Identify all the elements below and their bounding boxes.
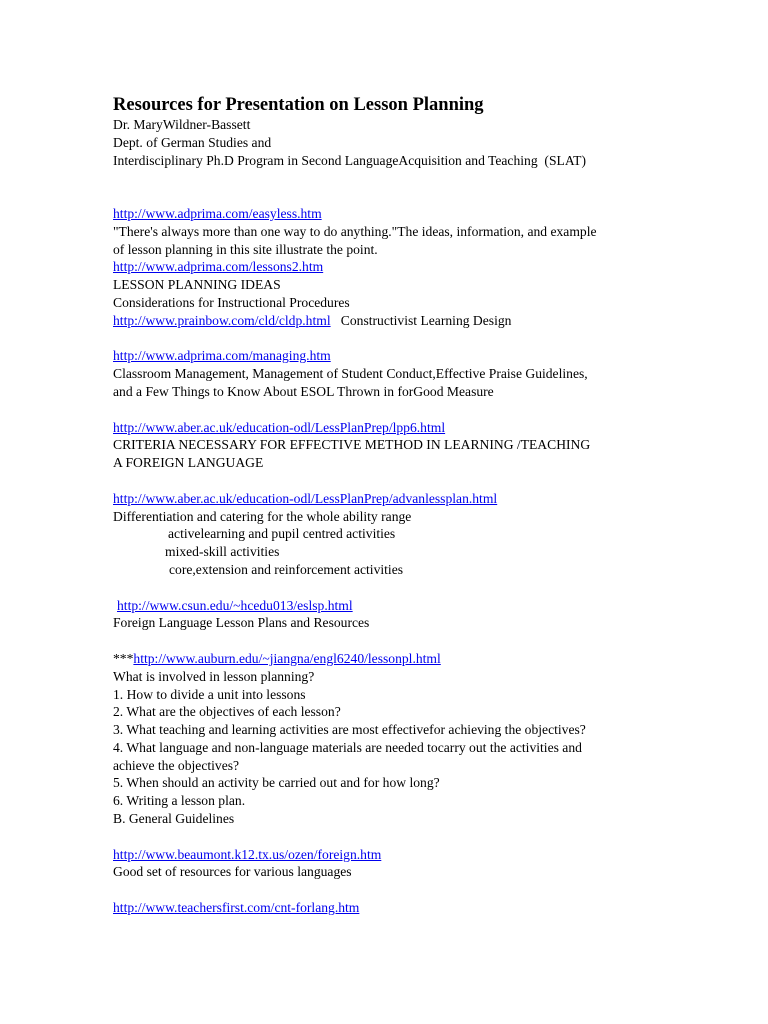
resource-description: Differentiation and catering for the whole ability range (113, 508, 412, 524)
link-adprima-managing[interactable]: http://www.adprima.com/managing.htm (113, 348, 331, 364)
list-item: 2. What are the objectives of each lesson? (113, 704, 341, 720)
resource-subitem: mixed-skill activities (165, 544, 280, 560)
resource-description: CRITERIA NECESSARY FOR EFFECTIVE METHOD IN LEARNING /TEACHING (113, 437, 591, 453)
resource-description: A FOREIGN LANGUAGE (113, 455, 264, 471)
link-auburn-lessonpl[interactable]: http://www.auburn.edu/~jiangna/engl6240/lessonpl.html (133, 650, 441, 666)
document-page (113, 94, 713, 917)
link-adprima-lessons2[interactable]: http://www.adprima.com/lessons2.htm (113, 259, 324, 275)
resource-description: Good set of resources for various languages (113, 864, 352, 880)
list-item: What is involved in lesson planning? (113, 668, 315, 684)
list-item: achieve the objectives? (113, 757, 240, 773)
asterisk-marker: *** (113, 650, 134, 666)
resource-description: and a Few Things to Know About ESOL Thrown in forGood Measure (113, 383, 494, 399)
resource-description: Classroom Management, Management of Student Conduct,Effective Praise Guidelines, (113, 366, 588, 382)
resource-subitem: core,extension and reinforcement activities (169, 561, 404, 577)
link-aber-advanlessplan[interactable]: http://www.aber.ac.uk/education-odl/LessPlanPrep/advanlessplan.html (113, 490, 498, 506)
list-item: 3. What teaching and learning activities are most effectivefor achieving the objectives? (113, 722, 586, 738)
department-line: Dept. of German Studies and (113, 134, 272, 150)
program-line: Interdisciplinary Ph.D Program in Second LanguageAcquisition and Teaching (SLAT) (113, 152, 586, 168)
resource-description: Foreign Language Lesson Plans and Resources (113, 615, 370, 631)
link-csun-eslsp[interactable]: http://www.csun.edu/~hcedu013/eslsp.html (117, 597, 353, 613)
list-item: 5. When should an activity be carried out and for how long? (113, 775, 440, 791)
link-beaumont-foreign[interactable]: http://www.beaumont.k12.tx.us/ozen/foreign.htm (113, 846, 382, 862)
list-item: 4. What language and non-language materials are needed tocarry out the activities and (113, 739, 582, 755)
link-prainbow-cldp[interactable]: http://www.prainbow.com/cld/cldp.html (113, 312, 331, 328)
list-item: 6. Writing a lesson plan. (113, 793, 246, 809)
resource-description: LESSON PLANNING IDEAS (113, 277, 281, 293)
resource-description: "There's always more than one way to do anything."The ideas, information, and example (113, 223, 597, 239)
list-item: 1. How to divide a unit into lessons (113, 686, 306, 702)
resource-description: Constructivist Learning Design (330, 312, 512, 328)
resource-description: Considerations for Instructional Procedures (113, 294, 350, 310)
resource-description: of lesson planning in this site illustrate the point. (113, 241, 378, 257)
resource-subitem: activelearning and pupil centred activities (168, 526, 396, 542)
author-line: Dr. MaryWildner-Bassett (113, 117, 251, 132)
document-title: Resources for Presentation on Lesson Planning (113, 95, 484, 115)
link-aber-lpp6[interactable]: http://www.aber.ac.uk/education-odl/LessPlanPrep/lpp6.html (113, 419, 446, 435)
link-teachersfirst-forlang[interactable]: http://www.teachersfirst.com/cnt-forlang.htm (113, 900, 360, 916)
list-item: B. General Guidelines (113, 811, 235, 827)
link-adprima-easyless[interactable]: http://www.adprima.com/easyless.htm (113, 205, 322, 221)
